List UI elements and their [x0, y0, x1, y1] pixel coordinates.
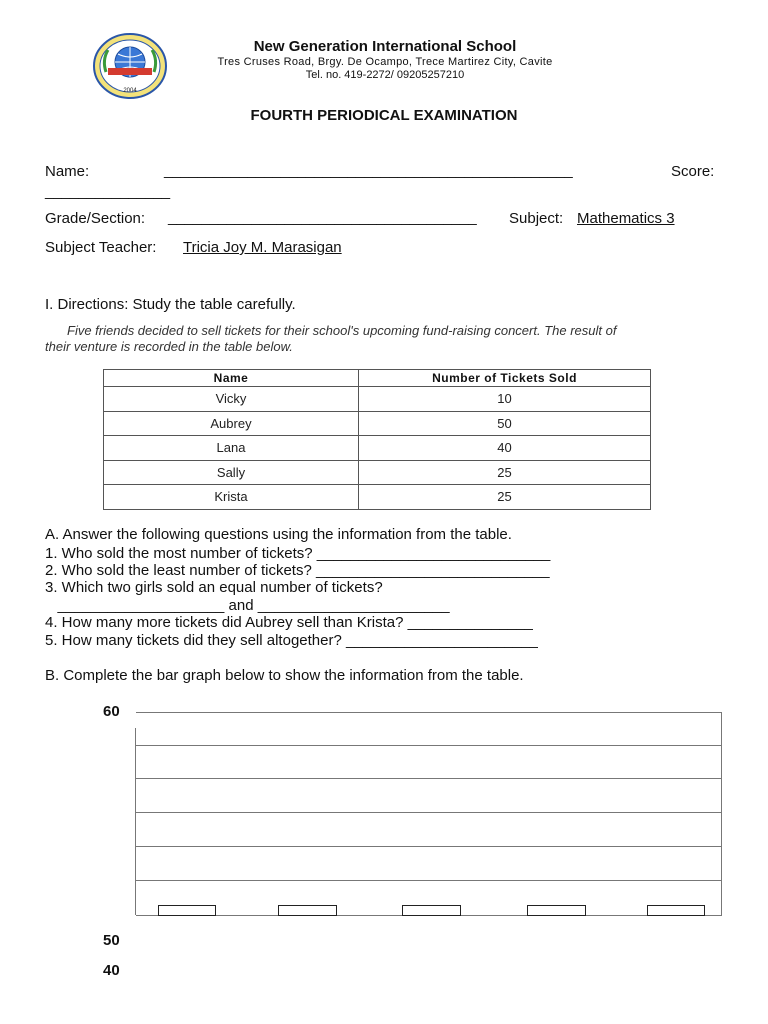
bar-placeholder[interactable]	[528, 906, 586, 916]
score-label: Score:	[671, 163, 715, 180]
question-3-blanks[interactable]: ____________________ and _______________________	[45, 597, 450, 614]
score-blank[interactable]: _______________	[45, 183, 171, 200]
name-label: Name:	[45, 163, 90, 180]
cell-name: Sally	[104, 460, 359, 485]
blank-bar-graph[interactable]	[100, 700, 730, 1000]
question-1[interactable]: 1. Who sold the most number of tickets? ____________________________	[45, 545, 551, 562]
y-label-40: 40	[103, 962, 120, 979]
table-row	[104, 387, 651, 412]
grade-section-label: Grade/Section:	[45, 210, 146, 227]
cell-tickets: 25	[359, 460, 651, 485]
question-3: 3. Which two girls sold an equal number of tickets?	[45, 579, 383, 596]
column-header-name: Name	[104, 370, 359, 387]
school-name: New Generation International School	[253, 38, 517, 55]
table-row	[104, 436, 651, 461]
cell-tickets: 50	[359, 411, 651, 436]
cell-tickets: 40	[359, 436, 651, 461]
directions-heading: I. Directions: Study the table carefully.	[45, 296, 296, 313]
school-address: Tres Cruses Road, Brgy. De Ocampo, Trece Martirez City, Cavite	[217, 56, 553, 68]
grade-section-blank[interactable]: _____________________________________	[168, 209, 477, 226]
tickets-table	[103, 369, 651, 510]
cell-name: Aubrey	[104, 411, 359, 436]
teacher-label: Subject Teacher:	[45, 239, 157, 256]
table-row	[104, 485, 651, 510]
bar-placeholder[interactable]	[648, 906, 705, 916]
directions-paragraph	[45, 323, 721, 355]
bar-placeholder[interactable]	[279, 906, 337, 916]
svg-text:2004: 2004	[123, 88, 137, 94]
question-2[interactable]: 2. Who sold the least number of tickets? ____________________________	[45, 562, 550, 579]
paragraph-line: Five friends decided to sell tickets for their school's upcoming fund-raising concert. The result of	[67, 323, 617, 338]
question-4[interactable]: 4. How many more tickets did Aubrey sell than Krista? _______________	[45, 614, 533, 631]
school-logo	[92, 32, 168, 100]
exam-title: FOURTH PERIODICAL EXAMINATION	[250, 107, 518, 124]
bar-placeholder[interactable]	[403, 906, 461, 916]
cell-name: Krista	[104, 485, 359, 510]
name-blank[interactable]: _________________________________________________	[164, 162, 573, 179]
school-telephone: Tel. no. 419-2272/ 09205257210	[305, 69, 465, 81]
cell-name: Lana	[104, 436, 359, 461]
column-header-tickets: Number of Tickets Sold	[359, 370, 651, 387]
table-row	[104, 460, 651, 485]
section-b-heading: B. Complete the bar graph below to show the information from the table.	[45, 667, 524, 684]
table-row	[104, 411, 651, 436]
y-label-50: 50	[103, 932, 120, 949]
teacher-value: Tricia Joy M. Marasigan	[183, 239, 342, 256]
cell-tickets: 25	[359, 485, 651, 510]
bar-placeholder[interactable]	[159, 906, 216, 916]
cell-name: Vicky	[104, 387, 359, 412]
subject-label: Subject:	[509, 210, 564, 227]
y-label-60: 60	[103, 703, 120, 720]
table-header-row	[104, 370, 651, 387]
cell-tickets: 10	[359, 387, 651, 412]
paragraph-line: their venture is recorded in the table below.	[45, 339, 293, 354]
section-a-heading: A. Answer the following questions using the information from the table.	[45, 526, 512, 543]
question-5[interactable]: 5. How many tickets did they sell altogether? _______________________	[45, 632, 538, 649]
subject-value: Mathematics 3	[577, 210, 675, 227]
